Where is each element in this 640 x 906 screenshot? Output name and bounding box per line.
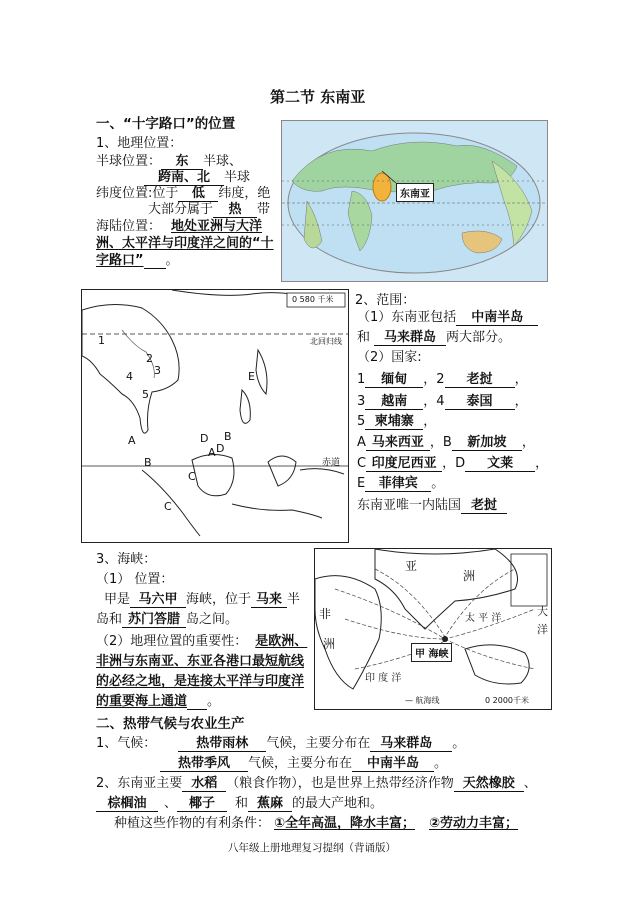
country-row-1: 1 缅甸 ，2 老挝 ， (357, 372, 528, 387)
crops-line-2: 棕榈油 、 椰子 和 蕉麻 的最大产地和。 (96, 792, 383, 812)
answer-monsoon: 热带季风 (160, 757, 248, 772)
map3-label-pacific: 太 平 洋 (465, 613, 502, 624)
answer-malay-archipelago: 马来群岛 (374, 331, 446, 346)
inland-country-line: 东南亚唯一内陆国 老挝 (357, 494, 507, 514)
sub-heading-location: 1、地理位置： (96, 136, 183, 151)
map2-letter-5: 5 (142, 388, 149, 401)
map3-label-big: 大 (537, 605, 548, 618)
answer-country-2: 老挝 (445, 373, 515, 388)
page-footer: 八年级上册地理复习提纲（背诵版） (228, 842, 396, 854)
answer-sea-land-2: 洲、太平洋与印度洋之间的“十 (96, 236, 274, 251)
countries-heading: （2）国家: (357, 350, 422, 365)
map3-route-legend: — 航海线 (405, 696, 440, 705)
southeast-asia-map-graphic (82, 290, 348, 542)
latitude-line-2: 大部分属于 热 带 (148, 202, 271, 217)
map3-scale: 0 2000千米 (485, 696, 529, 705)
country-row-2: 3 越南 ，4 泰国 ， (357, 394, 528, 409)
answer-rainforest: 热带雨林 (178, 737, 266, 752)
answer-indochina: 中南半岛 (456, 311, 538, 326)
country-row-4: A 马来西亚 ，B 新加坡 ， (357, 435, 535, 450)
crops-line-1: 2、东南亚主要 水稻 （粮食作物），也是世界上热带经济作物 天然橡胶 、 (96, 776, 537, 791)
answer-sea-land-3: 字路口” (96, 253, 144, 268)
hemisphere-line-1: 半球位置： 东 半球、 (96, 154, 243, 169)
country-row-5: C 印度尼西亚 ，D 文莱 ， (357, 456, 549, 471)
answer-country-3: 越南 (365, 395, 423, 410)
world-map (281, 120, 548, 282)
strait-position-label: （1） 位置： (96, 572, 174, 587)
map3-label-asia: 亚 (405, 559, 418, 573)
crops-conditions-line: 种植这些作物的有利条件： ①全年高温，降水丰富； ②劳动力丰富； (114, 816, 519, 831)
section-heading-2: 二、热带气候与农业生产 (96, 716, 245, 732)
answer-abaca: 蕉麻 (248, 797, 292, 812)
hemisphere-line-2: 跨南、北 半球 (144, 166, 250, 186)
country-row-6: E 菲律宾 。 (357, 476, 445, 491)
answer-sea-land-1: 地处亚洲与大洋 (171, 219, 263, 234)
map2-letter-3: 3 (154, 364, 161, 377)
scope-line-1: （1）东南亚包括 中南半岛 (357, 306, 538, 326)
map2-letter-2: 2 (146, 352, 153, 365)
answer-malay: 马来 (251, 593, 287, 608)
map2-letter-D2: D (216, 442, 225, 455)
answer-palm-oil: 棕榈油 (96, 797, 158, 812)
map2-letter-D1: D (200, 432, 209, 445)
map2-scale: 0 580 千米 (292, 295, 334, 304)
malacca-route-map (314, 548, 552, 710)
climate-line-1: 1、气候： 热带雨林 气候，主要分布在 马来群岛 。 (96, 736, 466, 751)
map2-letter-A1: A (128, 434, 136, 447)
strait-importance-line-2: 非洲与东南亚、东亚各港口最短航线 (96, 654, 305, 669)
country-row-3: 5 柬埔寨 ， (357, 414, 437, 429)
answer-country-E: 菲律宾 (365, 477, 431, 492)
answer-sumatra: 苏门答腊 (122, 613, 186, 628)
map2-letter-E: E (248, 370, 255, 383)
strait-line-1: 甲是 马六甲 海峡，位于 马来 半 (104, 592, 301, 607)
map2-letter-A2: A (208, 446, 216, 459)
southeast-asia-map (81, 289, 349, 543)
answer-coconut: 椰子 (177, 797, 227, 812)
map3-label-africa-zhou: 洲 (323, 637, 336, 651)
answer-inland-country: 老挝 (461, 499, 507, 514)
map3-label-yang: 洋 (537, 623, 548, 636)
answer-rainforest-region: 马来群岛 (370, 737, 442, 752)
answer-monsoon-region: 中南半岛 (352, 757, 434, 772)
answer-country-C: 印度尼西亚 (366, 457, 442, 472)
map2-letter-C2: C (188, 470, 196, 483)
page-title: 第二节 东南亚 (270, 88, 366, 106)
answer-country-D: 文莱 (465, 457, 535, 472)
answer-country-1: 缅甸 (365, 373, 423, 388)
sea-land-line-1: 海陆位置： 地处亚洲与大洋 (96, 219, 263, 234)
map-label-southeast-asia: 东南亚 (396, 183, 434, 202)
map2-letter-B2: B (224, 430, 232, 443)
section-heading-1: 一、“十字路口”的位置 (96, 116, 236, 132)
map3-label-zhou: 洲 (463, 569, 476, 583)
map2-letter-1: 1 (98, 334, 105, 347)
map3-strait-label: 甲 海峡 (411, 643, 452, 662)
map3-label-indian-ocean: 印 度 洋 (365, 673, 402, 684)
answer-rice: 水稻 (182, 777, 226, 792)
answer-country-A: 马来西亚 (366, 436, 430, 451)
answer-malacca: 马六甲 (130, 593, 186, 608)
map3-label-africa: 非 (319, 607, 332, 621)
malacca-route-map-graphic (315, 549, 551, 709)
map2-letter-C1: C (164, 500, 172, 513)
scope-line-2: 和 马来群岛 两大部分。 (357, 330, 512, 345)
map2-tropic-label: 北回归线 (310, 337, 342, 346)
answer-condition-1: ①全年高温，降水丰富； (274, 816, 416, 831)
strait-importance-line-3: 的必经之地，是连接太平洋与印度洋 (96, 674, 305, 689)
answer-hemi-ns: 跨南、北 (144, 171, 224, 186)
strait-title: 3、海峡： (96, 552, 157, 567)
climate-line-2: 热带季风 气候，主要分布在 中南半岛 。 (160, 752, 447, 772)
map2-equator-label: 赤道 (322, 458, 341, 468)
latitude-line-1: 纬度位置:位于 低 纬度，绝 (96, 186, 271, 201)
answer-country-4: 泰国 (445, 395, 515, 410)
strait-importance-line-4: 的重要海上通道 。 (96, 694, 221, 709)
answer-country-B: 新加坡 (452, 436, 522, 451)
answer-low-lat: 低 (178, 187, 218, 202)
answer-country-5: 柬埔寨 (365, 415, 423, 430)
answer-rubber: 天然橡胶 (454, 777, 524, 792)
strait-line-2: 岛和 苏门答腊 岛之间。 (96, 612, 239, 627)
answer-condition-2: ②劳动力丰富； (429, 816, 519, 831)
map2-letter-4: 4 (126, 370, 133, 383)
strait-importance-line-1: （2）地理位置的重要性： 是欧洲、 (96, 634, 308, 649)
map2-letter-B1: B (144, 456, 152, 469)
scope-title: 2、范围： (355, 293, 416, 308)
answer-hemi-east: 东 (161, 155, 203, 170)
answer-hot-zone: 热 (213, 203, 257, 218)
sea-land-line-3: 字路口” 。 (96, 253, 179, 268)
